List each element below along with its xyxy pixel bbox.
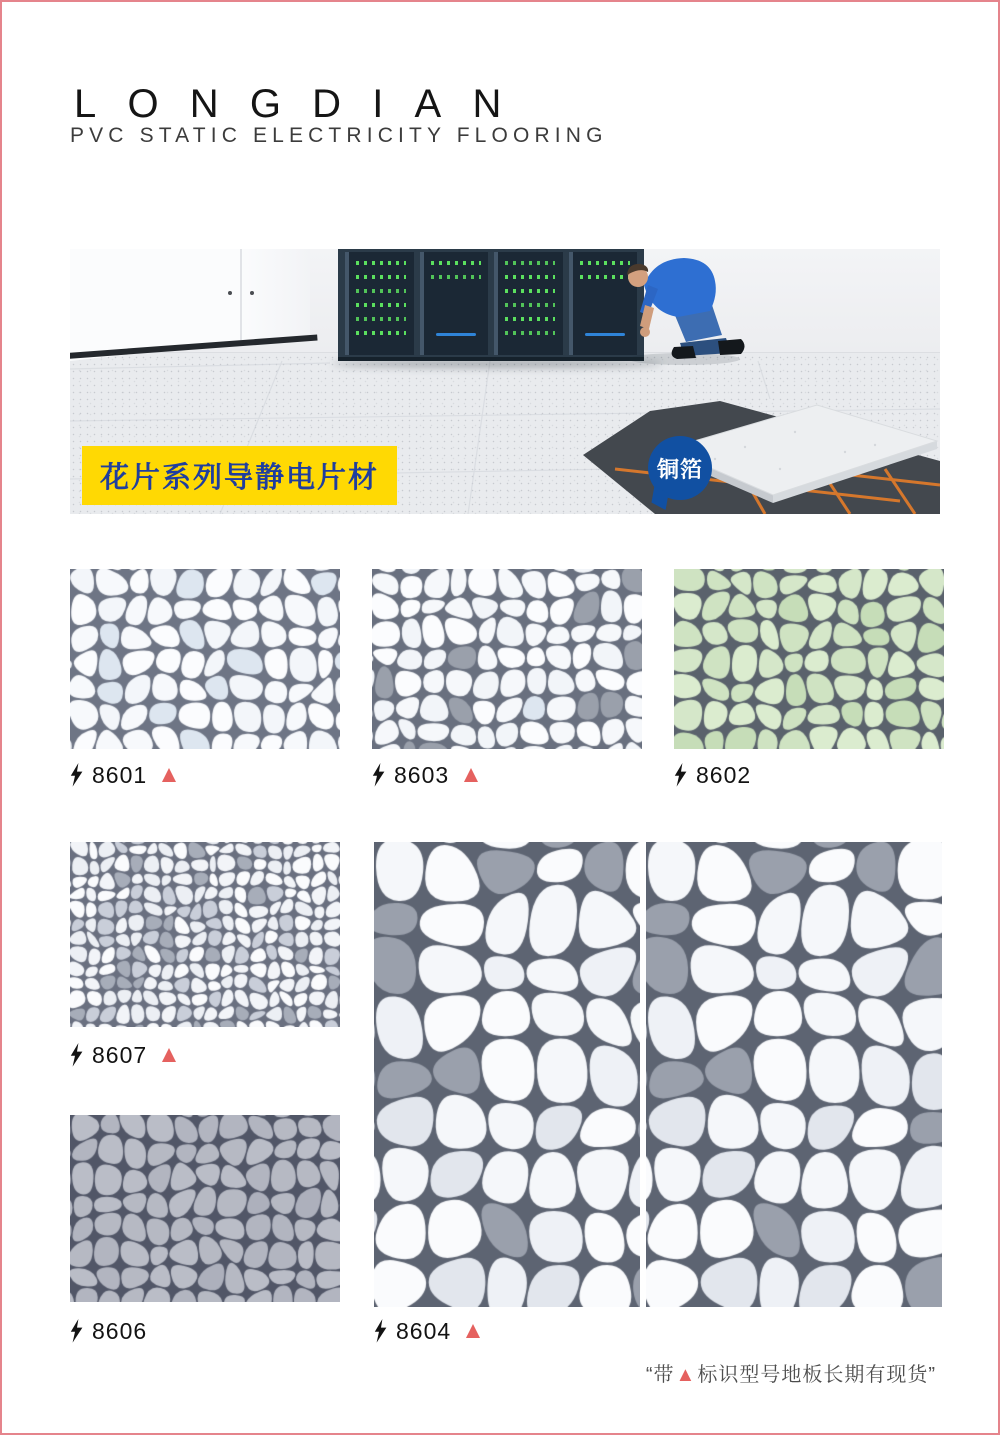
model-number: 8604 — [396, 1317, 452, 1344]
stock-footnote — [646, 1358, 936, 1387]
copper-foil-badge: 铜箔 — [648, 436, 712, 500]
server-racks — [338, 249, 644, 361]
stock-triangle: ▲ — [675, 1364, 697, 1386]
swatch-texture — [70, 1115, 340, 1302]
swatch-8602 — [674, 569, 944, 749]
model-number: 8603 — [394, 761, 450, 788]
model-number: 8606 — [92, 1317, 148, 1344]
lightning-icon — [374, 1319, 387, 1343]
lightning-icon — [70, 1043, 83, 1067]
lifted-tile-copper-foil — [555, 397, 940, 514]
hero-photo — [70, 249, 940, 514]
cabinet-handle — [228, 291, 232, 295]
swatch-8607 — [70, 842, 340, 1027]
footnote-text-left: “带 — [645, 1364, 675, 1386]
server-rack-unit — [494, 252, 563, 355]
swatch-texture — [674, 569, 944, 749]
rack-status-bar — [436, 333, 476, 336]
server-rack-unit — [345, 252, 414, 355]
swatch-8603 — [372, 569, 642, 749]
swatch-8606 — [70, 1115, 340, 1302]
model-number: 8601 — [92, 761, 148, 788]
label-8606 — [70, 1316, 147, 1346]
stock-triangle: ▲ — [157, 1041, 182, 1068]
swatch-texture — [374, 842, 640, 1307]
swatch-8601 — [70, 569, 340, 749]
brand-title: LONGDIAN — [74, 82, 533, 126]
series-banner: 花片系列导静电片材 — [82, 446, 397, 505]
swatch-texture — [70, 842, 340, 1027]
model-number: 8602 — [696, 761, 752, 788]
cabinet-handle — [250, 291, 254, 295]
swatch-texture — [70, 569, 340, 749]
label-8603 — [372, 760, 484, 790]
kneeling-technician — [618, 255, 750, 367]
stock-triangle: ▲ — [157, 761, 182, 788]
label-8602 — [674, 760, 751, 790]
swatch-texture — [372, 569, 642, 749]
lightning-icon — [70, 763, 83, 787]
lightning-icon — [372, 763, 385, 787]
label-8601 — [70, 760, 182, 790]
model-number: 8607 — [92, 1041, 148, 1068]
footnote-text-right: 标识型号地板长期有现货” — [697, 1364, 936, 1386]
swatch-8604-right-panel — [646, 842, 942, 1307]
label-8607 — [70, 1040, 182, 1070]
lightning-icon — [674, 763, 687, 787]
stock-triangle: ▲ — [461, 1317, 486, 1344]
stock-triangle: ▲ — [459, 761, 484, 788]
server-rack-unit — [420, 252, 489, 355]
swatch-8604-left-panel — [374, 842, 640, 1307]
brand-subtitle: PVC STATIC ELECTRICITY FLOORING — [70, 124, 608, 147]
swatch-texture — [646, 842, 942, 1307]
lightning-icon — [70, 1319, 83, 1343]
label-8604 — [374, 1316, 486, 1346]
